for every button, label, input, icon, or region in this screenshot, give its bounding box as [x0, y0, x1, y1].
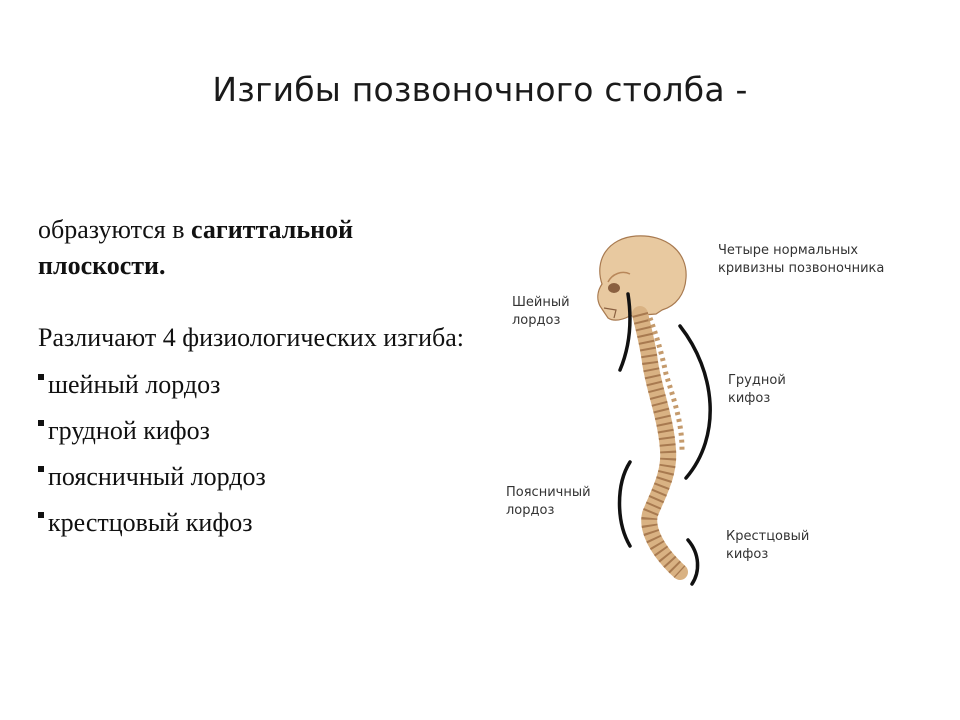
list-heading: Различают 4 физиологических изгиба:: [38, 323, 464, 352]
intro-bold: сагиттальной плоскости.: [38, 215, 354, 280]
slide-title: Изгибы позвоночного столба -: [212, 70, 748, 109]
sacral-arc: [688, 540, 698, 584]
bullet-item: [38, 454, 478, 500]
body-text: [38, 212, 478, 546]
intro-prefix: образуются в: [38, 215, 192, 244]
bullet-square-icon: [38, 374, 44, 380]
label-cervical: Шейный лордоз: [512, 295, 570, 328]
lumbar-arc: [620, 462, 631, 546]
bullet-list: [38, 362, 478, 546]
bullet-square-icon: [38, 420, 44, 426]
thoracic-arc: [680, 326, 710, 478]
bullet-text: грудной кифоз: [48, 416, 210, 445]
label-thoracic: Грудной кифоз: [728, 373, 786, 406]
bullet-text: шейный лордоз: [48, 370, 221, 399]
figure-caption: Четыре нормальных кривизны позвоночника: [718, 243, 885, 276]
bullet-item: [38, 500, 478, 546]
intro-paragraph: [38, 212, 478, 284]
bullet-item: [38, 408, 478, 454]
bullet-square-icon: [38, 512, 44, 518]
bullet-item: [38, 362, 478, 408]
spine-figure: [490, 222, 930, 592]
bullet-square-icon: [38, 466, 44, 472]
label-sacral: Крестцовый кифоз: [726, 529, 810, 562]
bullet-text: поясничный лордоз: [48, 462, 266, 491]
bullet-text: крестцовый кифоз: [48, 508, 253, 537]
label-lumbar: Поясничный лордоз: [506, 485, 591, 518]
